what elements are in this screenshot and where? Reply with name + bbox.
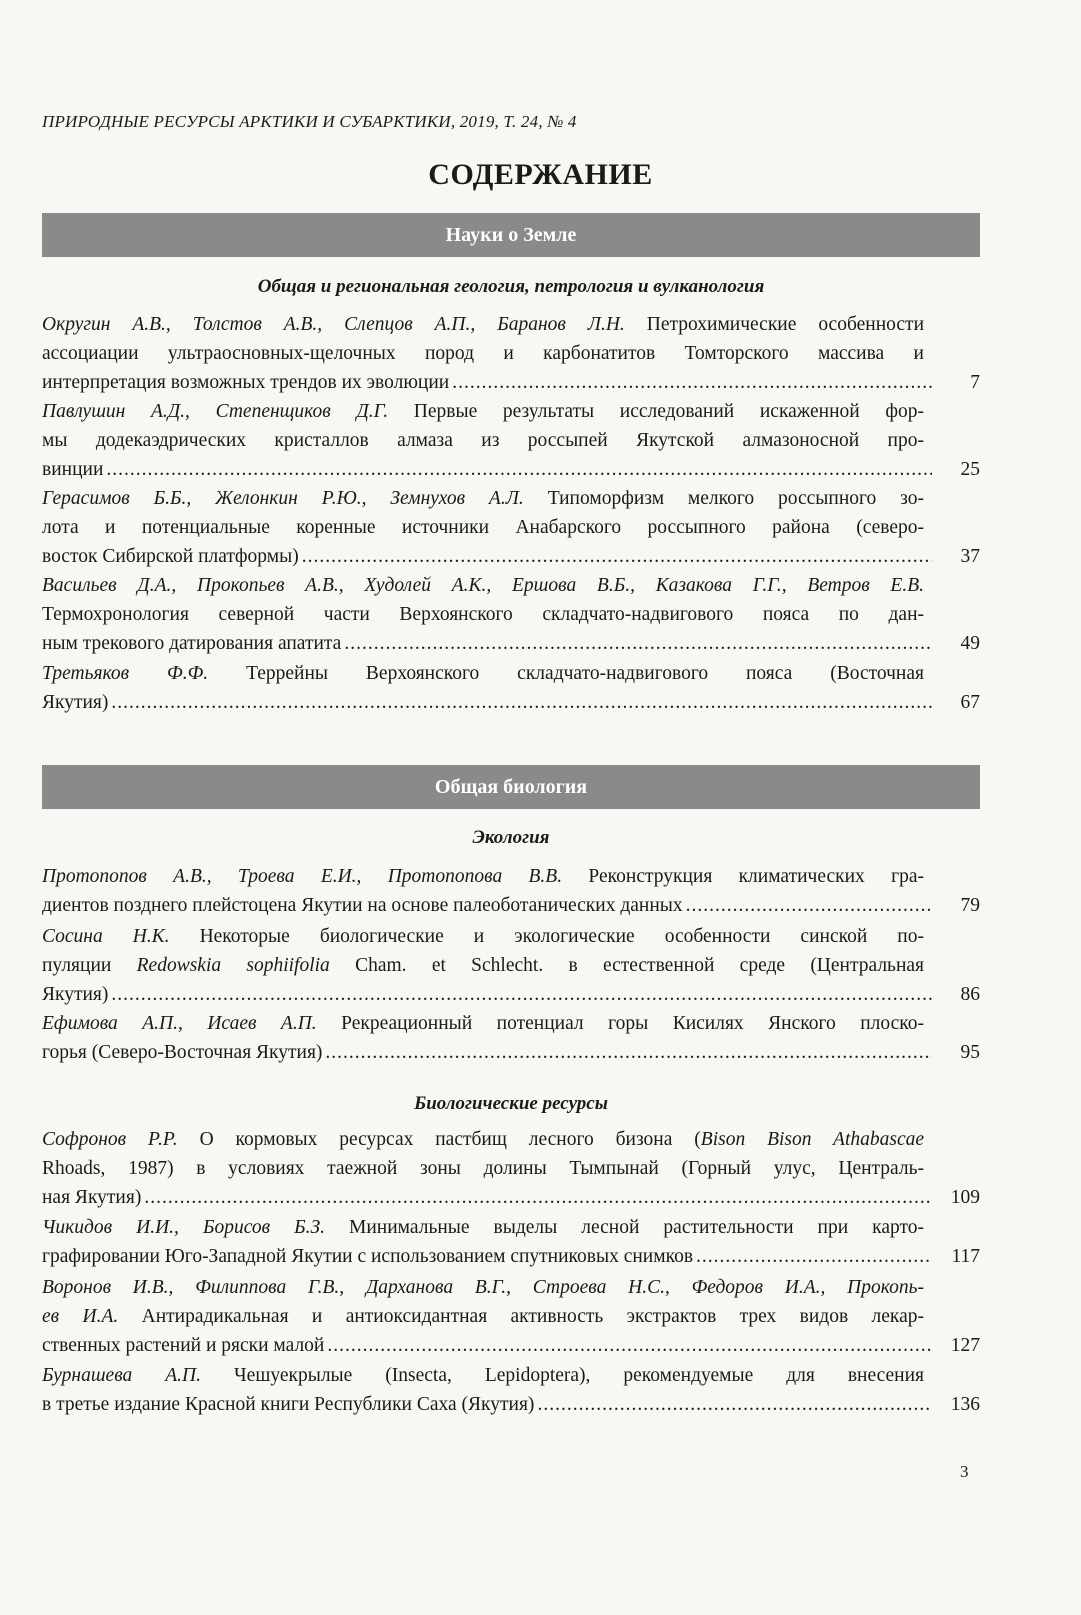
entry-page-number: 136 — [950, 1394, 980, 1415]
entry-page-number: 95 — [960, 1042, 980, 1063]
leader-dots — [327, 1331, 932, 1360]
entry-authors: Округин А.В., Толстов А.В., Слепцов А.П., Баранов Л.Н. — [42, 314, 625, 335]
entry-title: Типоморфизм мелкого россыпного зо- — [547, 488, 924, 509]
entry-authors: Павлушин А.Д., Степенщиков Д.Г. — [42, 401, 389, 422]
leader-dots — [537, 1390, 932, 1419]
toc-entry[interactable] — [42, 1361, 980, 1419]
entry-page-number: 117 — [951, 1246, 980, 1267]
entry-title-line: в третье издание Красной книги Республики Саха (Якутия) — [42, 1394, 535, 1415]
entry-title-line: интерпретация возможных трендов их эволюции — [42, 372, 450, 393]
entry-title: Террейны Верхоянского складчато-надвигового пояса (Восточная — [246, 663, 924, 684]
toc-entry[interactable] — [42, 922, 980, 1009]
entry-page-number: 86 — [960, 984, 980, 1005]
toc-entry[interactable] — [42, 1273, 980, 1360]
entry-title-line: ассоциации ультраосновных-щелочных пород и карбонатитов Томторского массива и — [42, 343, 924, 364]
subsection-heading-biological-resources: Биологические ресурсы — [414, 1093, 608, 1114]
entry-title: Первые результаты исследований искаженной фор- — [413, 401, 924, 422]
species-name: Bison Bison Athabascae — [700, 1129, 924, 1150]
entry-title-line: Rhoads, 1987) в условиях таежной зоны долины Тымпынай (Горный улус, Централь- — [42, 1158, 924, 1179]
toc-entry[interactable] — [42, 484, 980, 571]
entry-title: Реконструкция климатических гра- — [588, 866, 924, 887]
entry-title-line: Якутия) — [42, 692, 109, 713]
entry-page-number: 109 — [950, 1187, 980, 1208]
entry-authors: Софронов Р.Р. — [42, 1129, 178, 1150]
leader-dots — [325, 1038, 932, 1067]
leader-dots — [111, 688, 932, 717]
toc-entry[interactable] — [42, 1009, 980, 1067]
entry-page-number: 37 — [960, 546, 980, 567]
subsection-heading-ecology: Экология — [472, 827, 550, 848]
entry-authors: Бурнашева А.П. — [42, 1365, 202, 1386]
entry-title: Чешуекрылые (Insecta, Lepidoptera), рекомендуемые для внесения — [234, 1365, 924, 1386]
entry-title-line: лота и потенциальные коренные источники Анабарского россыпного района (северо- — [42, 517, 924, 538]
leader-dots — [686, 891, 932, 920]
entry-title: Некоторые биологические и экологические особенности синской по- — [199, 926, 924, 947]
entry-title-line: ственных растений и ряски малой — [42, 1335, 325, 1356]
toc-entry[interactable] — [42, 659, 980, 717]
entry-title-line: пуляции — [42, 955, 112, 976]
leader-dots — [302, 542, 932, 571]
entry-title-line: винции — [42, 459, 104, 480]
entry-page-number: 79 — [960, 895, 980, 916]
entry-authors: Герасимов Б.Б., Желонкин Р.Ю., Земнухов А.Л. — [42, 488, 524, 509]
entry-title-line: Термохронология северной части Верхоянского складчато-надвигового пояса по дан- — [42, 604, 924, 625]
entry-authors: ев И.А. — [42, 1306, 119, 1327]
entry-title-line: мы додекаэдрических кристаллов алмаза из россыпей Якутской алмазоносной про- — [42, 430, 924, 451]
entry-title-line: Якутия) — [42, 984, 109, 1005]
entry-authors: Протопопов А.В., Троева Е.И., Протопопова В.В. — [42, 866, 563, 887]
entry-authors: Ефимова А.П., Исаев А.П. — [42, 1013, 317, 1034]
entry-title: Рекреационный потенциал горы Кисилях Янского плоско- — [341, 1013, 924, 1034]
entry-title-line: диентов позднего плейстоцена Якутии на основе палеоботанических данных — [42, 895, 683, 916]
entry-authors: Третьяков Ф.Ф. — [42, 663, 209, 684]
entry-page-number: 49 — [960, 633, 980, 654]
page-number: 3 — [960, 1462, 969, 1481]
leader-dots — [696, 1242, 932, 1271]
entry-page-number: 25 — [960, 459, 980, 480]
entry-authors: Сосина Н.К. — [42, 926, 170, 947]
entry-page-number: 127 — [950, 1335, 980, 1356]
entry-title: О кормовых ресурсах пастбищ лесного бизона ( — [199, 1129, 701, 1150]
leader-dots — [106, 455, 932, 484]
species-name: Redowskia sophiifolia — [136, 955, 330, 976]
entry-page-number: 7 — [970, 372, 980, 393]
section-band-general-biology: Общая биология — [42, 765, 980, 809]
toc-entry[interactable] — [42, 862, 980, 920]
entry-title-line: Cham. et Schlecht. в естественной среде (Центральная — [355, 955, 924, 976]
entry-title-line: Антирадикальная и антиоксидантная активность экстрактов трех видов лекар- — [141, 1306, 924, 1327]
section-band-earth-sciences: Науки о Земле — [42, 213, 980, 257]
page-title: СОДЕРЖАНИЕ — [428, 158, 653, 191]
toc-entry[interactable] — [42, 571, 980, 658]
entry-authors: Васильев Д.А., Прокопьев А.В., Худолей А.К., Ершова В.Б., Казакова Г.Г., Ветров Е.В. — [42, 575, 924, 596]
entry-authors: Воронов И.В., Филиппова Г.В., Дарханова В.Г., Строева Н.С., Федоров И.А., Прокопь- — [42, 1277, 924, 1298]
entry-authors: Чикидов И.И., Борисов Б.З. — [42, 1217, 326, 1238]
entry-title-line: ным трекового датирования апатита — [42, 633, 342, 654]
entry-title-line: восток Сибирской платформы) — [42, 546, 299, 567]
entry-page-number: 67 — [960, 692, 980, 713]
subsection-heading-geology: Общая и региональная геология, петрология и вулканология — [257, 276, 765, 297]
entry-title-line: графировании Юго-Западной Якутии с использованием спутниковых снимков — [42, 1246, 694, 1267]
toc-entry[interactable] — [42, 310, 980, 397]
entry-title-line: ная Якутия) — [42, 1187, 142, 1208]
entry-title-line: горья (Северо-Восточная Якутия) — [42, 1042, 323, 1063]
toc-entry[interactable] — [42, 397, 980, 484]
toc-entry[interactable] — [42, 1125, 980, 1212]
toc-entry[interactable] — [42, 1213, 980, 1271]
entry-title: Петрохимические особенности — [646, 314, 924, 335]
leader-dots — [111, 980, 932, 1009]
entry-title: Минимальные выделы лесной растительности при карто- — [349, 1217, 924, 1238]
leader-dots — [144, 1183, 932, 1212]
leader-dots — [452, 368, 932, 397]
leader-dots — [344, 629, 932, 658]
journal-header: ПРИРОДНЫЕ РЕСУРСЫ АРКТИКИ И СУБАРКТИКИ, 2019, Т. 24, № 4 — [42, 112, 577, 131]
